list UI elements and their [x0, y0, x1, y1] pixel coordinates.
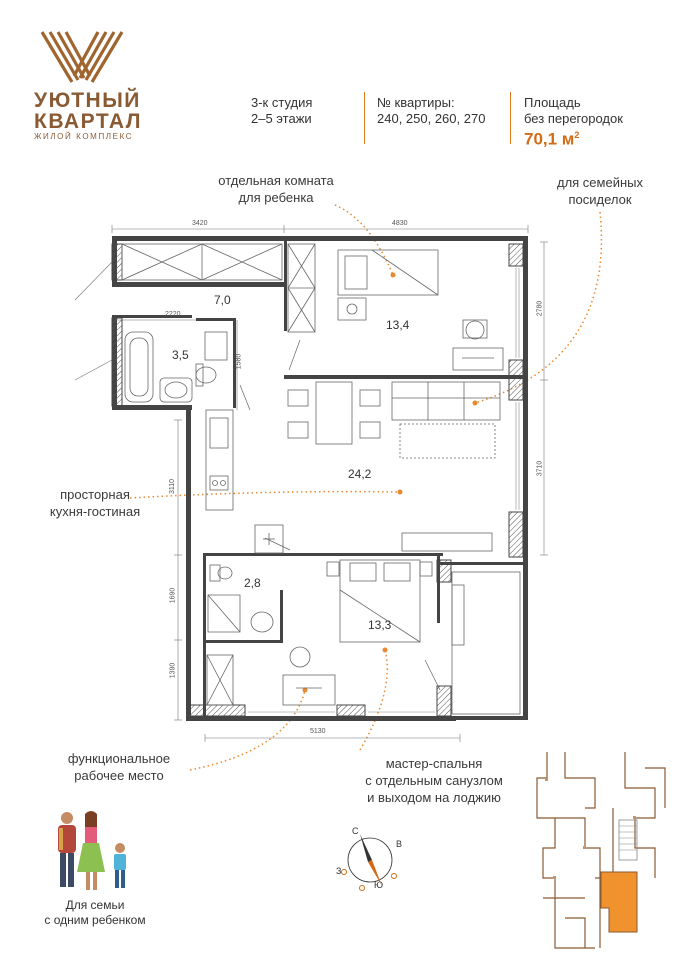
bathroom-fixtures: [125, 332, 227, 402]
callout-master-line2: с отдельным санузлом: [365, 773, 503, 788]
brand-name-line1: УЮТНЫЙ: [34, 89, 141, 112]
apartment-numbers-label: № квартиры:: [377, 95, 455, 110]
child-wardrobe: [288, 244, 315, 332]
callout-master-line1: мастер-спальня: [385, 756, 483, 771]
area-value-number: 70,1 м: [524, 129, 575, 149]
room-area-wc: 2,8: [244, 576, 261, 590]
sofa: [392, 382, 500, 458]
callout-leaders: [130, 205, 601, 770]
callout-master-line3: и выходом на лоджию: [367, 790, 501, 805]
compass-south: Ю: [374, 880, 384, 890]
area-label-line2: без перегородок: [524, 111, 623, 126]
compass-north: С: [352, 826, 359, 836]
room-area-bath: 3,5: [172, 348, 189, 362]
keyplan-selected-apartment: [601, 872, 637, 932]
family-illustration: [45, 810, 135, 896]
windows: [248, 268, 519, 712]
kitchen-counter: [206, 410, 492, 553]
compass-west: З: [336, 866, 342, 876]
brand-subtitle: ЖИЛОЙ КОМПЛЕКС: [34, 132, 134, 141]
compass-rose: [330, 820, 410, 900]
callout-kitchen-line2: кухня-гостиная: [49, 504, 141, 519]
apartment-floors: 2–5 этажи: [251, 111, 312, 126]
dining-set: [288, 382, 380, 444]
room-area-living: 24,2: [348, 467, 372, 481]
room-area-hall: 7,0: [214, 293, 231, 307]
area-label-line1: Площадь: [524, 95, 581, 110]
dim-right-upper: 2780: [536, 300, 544, 317]
dim-left-mid: 3110: [169, 478, 177, 495]
hall-storage: [122, 244, 282, 280]
master-bedroom-furniture: [207, 560, 432, 705]
room-area-master: 13,3: [368, 618, 392, 632]
key-plan: [525, 748, 675, 958]
dim-bath-height: 1580: [235, 353, 243, 370]
dim-left-low1: 1690: [169, 587, 177, 604]
room-area-child: 13,4: [386, 318, 410, 332]
dim-left-low2: 1390: [169, 662, 177, 679]
dim-bath-width: 2220: [165, 311, 181, 318]
callout-family-line1: для семейных: [556, 175, 643, 190]
loggia: [452, 572, 520, 714]
apartment-numbers-value: 240, 250, 260, 270: [377, 111, 486, 126]
callout-family-line2: посиделок: [568, 192, 632, 207]
dim-bottom: 5130: [310, 728, 326, 735]
dim-top-right: 4830: [392, 220, 408, 227]
brand-name-line2: КВАРТАЛ: [34, 110, 142, 133]
family-caption-line1: Для семьи: [65, 898, 125, 912]
area-unit-superscript: 2: [574, 130, 580, 140]
callout-workplace-line2: рабочее место: [74, 768, 164, 783]
wc-fixtures: [208, 565, 273, 632]
child-furniture: [338, 298, 503, 370]
family-caption: [25, 898, 165, 928]
apartment-type-line1: 3-к студия: [251, 95, 313, 110]
dimension-lines: [75, 225, 548, 742]
callout-kitchen-line1: просторная: [60, 487, 130, 502]
dim-top-left: 3420: [192, 220, 208, 227]
callout-child-room-line1: отдельная комната: [218, 173, 334, 188]
callout-child-room-line2: для ребенка: [238, 190, 314, 205]
callout-workplace-line1: функциональное: [67, 751, 171, 766]
family-caption-line2: с одним ребенком: [44, 913, 146, 927]
compass-east: В: [396, 839, 403, 849]
child-bed: [338, 250, 438, 295]
dim-right-lower: 3710: [536, 460, 544, 477]
